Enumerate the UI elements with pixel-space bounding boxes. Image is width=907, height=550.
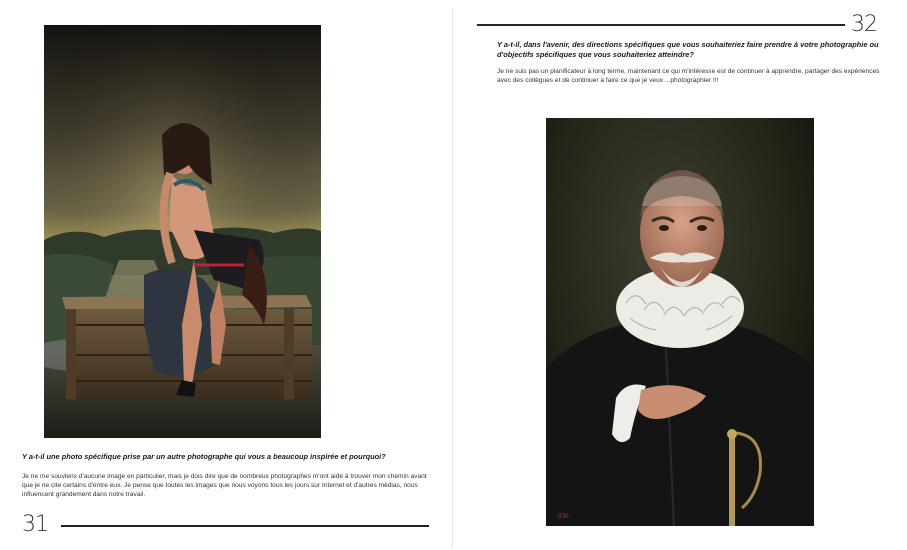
photo-portrait-man-ruff-collar-art bbox=[546, 118, 814, 526]
photo-caption: 036. bbox=[558, 512, 571, 520]
left-page-number: 31 bbox=[22, 512, 48, 537]
right-question: Y a-t-il, dans l'avenir, des directions spécifiques que vous souhaiteriez faire prendre à votre photographie ou d'objectifs spécifiques que vous souhaiteriez atteindre? bbox=[497, 40, 879, 59]
left-answer: Je ne me souviens d'aucune image en particulier, mais je dois dire que de nombreux photographes m'ont aidé à trouver mon chemin avant que je ne cite certains d'entre eux. Je pense que toutes les images que nous voyons tous les jours sur Internet et d'autres médias, nous influencent grandement dans notre travail. bbox=[22, 473, 427, 499]
left-question: Y a-t-il une photo spécifique prise par un autre photographe qui vous a beaucoup inspirée et pourquoi? bbox=[22, 452, 386, 461]
left-footer-rule bbox=[61, 525, 429, 527]
photo-woman-on-crate bbox=[44, 25, 321, 438]
photo-portrait-man-ruff-collar bbox=[546, 118, 814, 526]
right-page-number: 32 bbox=[851, 12, 877, 37]
left-page bbox=[0, 0, 452, 550]
photo-woman-on-crate-art bbox=[44, 25, 321, 438]
right-header-rule bbox=[477, 24, 845, 26]
right-answer: Je ne suis pas un planificateur à long terme, maintenant ce qui m'intéresse est de continuer à apprendre, partager des expériences avec des collègues et de continuer à faire ce que je veux ...photographier !!! bbox=[497, 68, 880, 85]
right-page bbox=[453, 0, 907, 550]
